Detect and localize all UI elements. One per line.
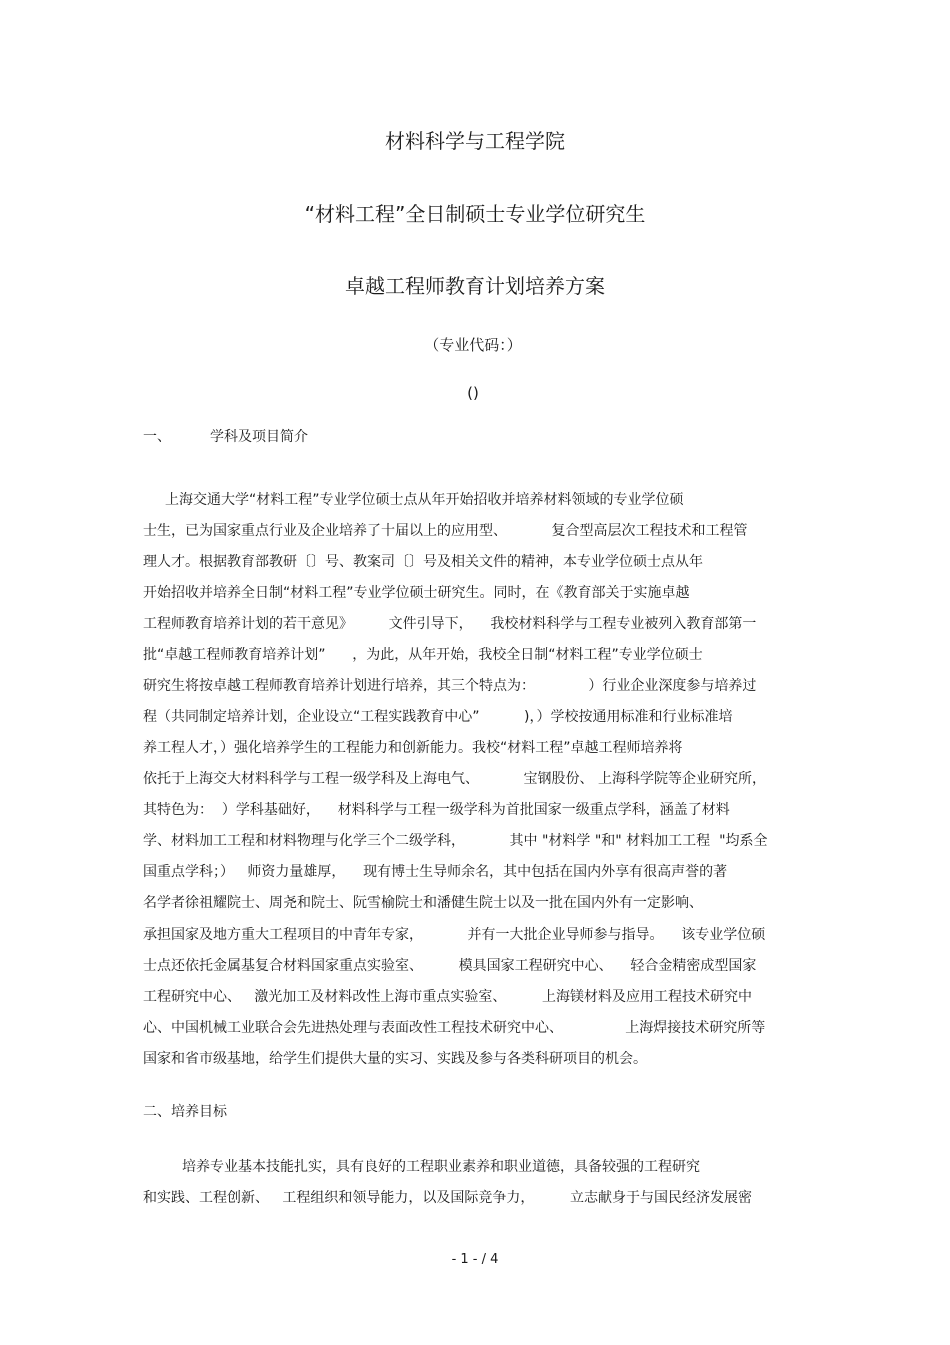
paragraph-1-line: 国重点学科；） 师资力量雄厚， 现有博士生导师余名，其中包括在国内外享有很高声誉的著 [143, 864, 728, 880]
paragraph-1-line: 工程研究中心、 激光加工及材料改性上海市重点实验室、 上海镁材料及应用工程技术研究中 [143, 989, 752, 1005]
plan-title: 卓越工程师教育计划培养方案 [345, 274, 605, 298]
section-1-number: 一、 [143, 429, 171, 445]
paragraph-1-line: 承担国家及地方重大工程项目的中青年专家， 并有一大批企业导师参与指导。 该专业学位硕 [143, 927, 766, 943]
paragraph-1-line: 士生，已为国家重点行业及企业培养了十届以上的应用型、 复合型高层次工程技术和工程管 [143, 523, 748, 539]
paragraph-1-line: 工程师教育培养计划的若干意见》 文件引导下， 我校材料科学与工程专业被列入教育部第一 [143, 616, 757, 632]
paragraph-1-line: 研究生将按卓越工程师教育培养计划进行培养，其三个特点为： ）行业企业深度参与培养过 [143, 678, 757, 694]
paragraph-1-line: 上海交通大学“材料工程”专业学位硕士点从年开始招收并培养材料领域的专业学位硕 [165, 492, 684, 508]
paragraph-1-line: 依托于上海交大材料科学与工程一级学科及上海电气、 宝钢股份、 上海科学院等企业研究所， [143, 771, 766, 787]
section-1-title: 学科及项目简介 [210, 429, 308, 445]
program-title: “材料工程”全日制硕士专业学位研究生 [304, 202, 646, 226]
section-2-heading: 二、培养目标 [143, 1104, 227, 1120]
major-code-line: （专业代码：） [424, 336, 522, 354]
paragraph-1-line: 学、材料加工工程和材料物理与化学三个二级学科， 其中 "材料学 "和" 材料加工工程 "均系全 [143, 833, 768, 849]
paragraph-1-line: 批“卓越工程师教育培养计划” ，为此，从年开始，我校全日制“材料工程”专业学位硕士 [143, 647, 703, 663]
paragraph-1-line: 士点还依托金属基复合材料国家重点实验室、 模具国家工程研究中心、 轻合金精密成型国家 [143, 958, 757, 974]
paragraph-1-line: 理人才。根据教育部教研〔〕号、教案司〔〕号及相关文件的精神，本专业学位硕士点从年 [143, 554, 703, 570]
paragraph-2-line: 培养专业基本技能扎实，具有良好的工程职业素养和职业道德，具备较强的工程研究 [182, 1159, 700, 1175]
college-title: 材料科学与工程学院 [385, 129, 565, 153]
empty-parentheses: () [467, 384, 479, 402]
paragraph-1-line: 程（共同制定培养计划，企业设立“工程实践教育中心” )，）学校按通用标准和行业标准培 [143, 709, 733, 725]
section-1-heading [143, 427, 308, 447]
paragraph-2-line: 和实践、工程创新、 工程组织和领导能力，以及国际竞争力， 立志献身于与国民经济发展密 [143, 1190, 752, 1206]
paragraph-1-line: 国家和省市级基地，给学生们提供大量的实习、实践及参与各类科研项目的机会。 [143, 1051, 647, 1067]
paragraph-1-line: 心、中国机械工业联合会先进热处理与表面改性工程技术研究中心、 上海焊接技术研究所等 [143, 1020, 766, 1036]
paragraph-1-line: 其特色为： ）学科基础好， 材料科学与工程一级学科为首批国家一级重点学科，涵盖了材料 [143, 802, 730, 818]
page-number: - 1 - / 4 [451, 1252, 499, 1267]
paragraph-1-line: 开始招收并培养全日制“材料工程”专业学位硕士研究生。同时，在《教育部关于实施卓越 [143, 585, 690, 601]
paragraph-1-line: 养工程人才，）强化培养学生的工程能力和创新能力。我校“材料工程”卓越工程师培养将 [143, 740, 683, 756]
paragraph-1-line: 名学者徐祖耀院士、周尧和院士、阮雪榆院士和潘健生院士以及一批在国内外有一定影响、 [143, 895, 703, 911]
